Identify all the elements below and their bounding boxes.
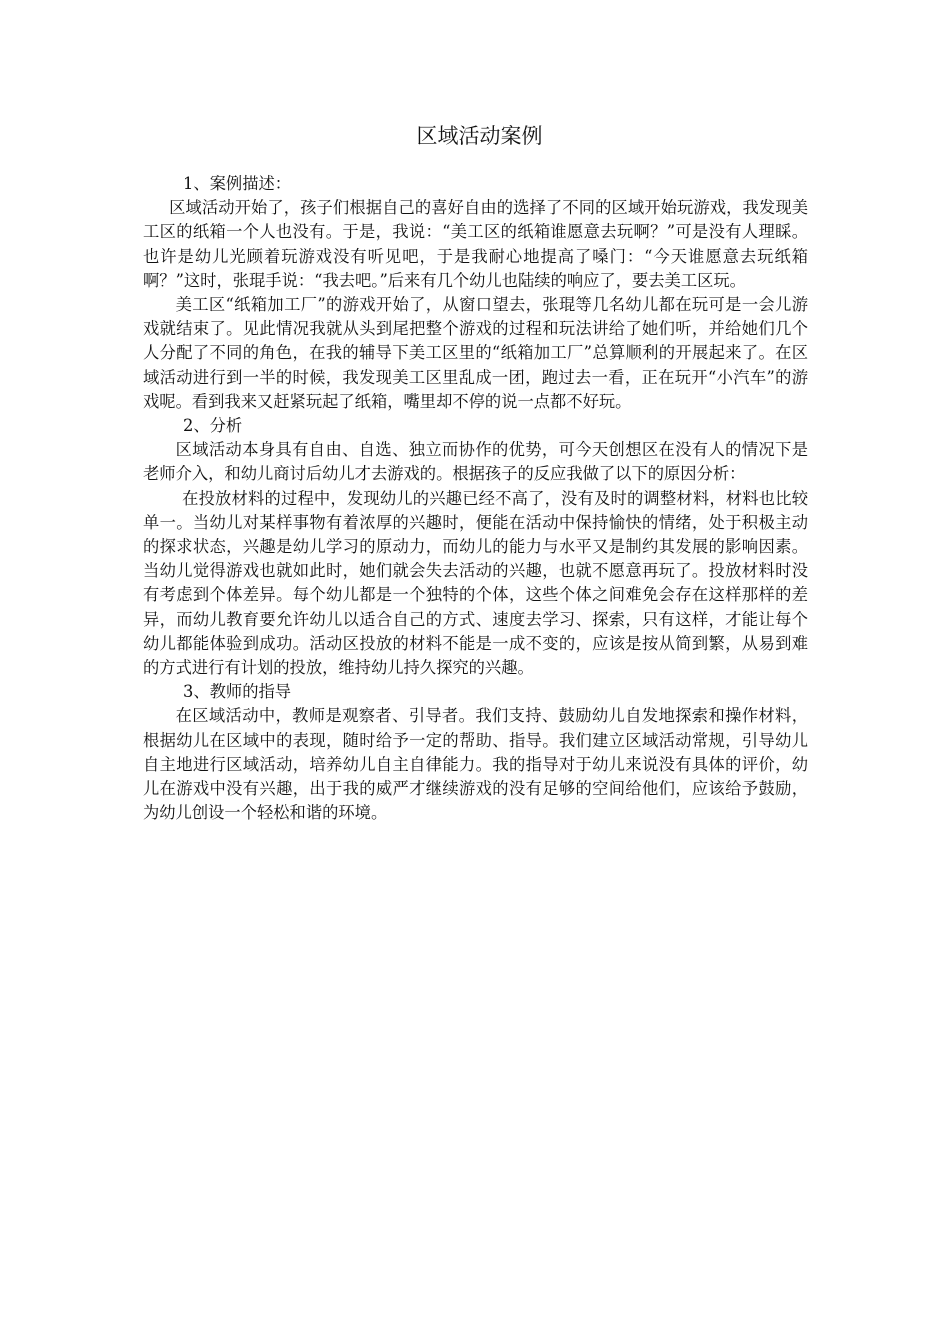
paragraph: 美工区“纸箱加工厂”的游戏开始了，从窗口望去，张琨等几名幼儿都在玩可是一会儿游戏就结束了。见此情况我就从头到尾把整个游戏的过程和玩法讲给了她们听，并给她们几个人分配了不同的角色，在我的辅导下美工区里的“纸箱加工厂”总算顺利的开展起来了。在区域活动进行到一半的时候，我发现美工区里乱成一团，跑过去一看，正在玩开“小汽车”的游戏呢。看到我来又赶紧玩起了纸箱，嘴里却不停的说一点都不好玩。 — [143, 295, 808, 411]
document-page — [143, 120, 808, 825]
section-case-description — [143, 172, 808, 414]
paragraph: 区域活动本身具有自由、自选、独立而协作的优势，可今天创想区在没有人的情况下是老师介入，和幼儿商讨后幼儿才去游戏的。根据孩子的反应我做了以下的原因分析： — [143, 440, 808, 484]
section-analysis — [143, 414, 808, 680]
paragraph: 区域活动开始了，孩子们根据自己的喜好自由的选择了不同的区域开始玩游戏，我发现美工区的纸箱一个人也没有。于是，我说：“美工区的纸箱谁愿意去玩啊？”可是没有人理睬。也许是幼儿光顾着玩游戏没有听见吧，于是我耐心地提高了嗓门：“今天谁愿意去玩纸箱啊？”这时，张琨手说：“我去吧。”后来有几个幼儿也陆续的响应了，要去美工区玩。 — [143, 198, 808, 290]
section-heading: 2、分析 — [183, 416, 243, 436]
section-teacher-guidance — [143, 680, 808, 825]
paragraph: 在区域活动中，教师是观察者、引导者。我们支持、鼓励幼儿自发地探索和操作材料，根据幼儿在区域中的表现，随时给予一定的帮助、指导。我们建立区域活动常规，引导幼儿自主地进行区域活动，培养幼儿自主自律能力。我的指导对于幼儿来说没有具体的评价，幼儿在游戏中没有兴趣，出于我的威严才继续游戏的没有足够的空间给他们，应该给予鼓励，为幼儿创设一个轻松和谐的环境。 — [143, 706, 808, 823]
section-heading: 1、案例描述： — [183, 174, 292, 193]
document-title: 区域活动案例 — [416, 124, 543, 148]
paragraph: 在投放材料的过程中，发现幼儿的兴趣已经不高了，没有及时的调整材料，材料也比较单一。当幼儿对某样事物有着浓厚的兴趣时，便能在活动中保持愉快的情绪，处于积极主动的探求状态，兴趣是幼儿学习的原动力，而幼儿的能力与水平又是制约其发展的影响因素。当幼儿觉得游戏也就如此时，她们就会失去活动的兴趣，也就不愿意再玩了。投放材料时没有考虑到个体差异。每个幼儿都是一个独特的个体，这些个体之间难免会存在这样那样的差异，而幼儿教育要允许幼儿以适合自己的方式、速度去学习、探索，只有这样，才能让每个幼儿都能体验到成功。活动区投放的材料不能是一成不变的，应该是按从简到繁，从易到难的方式进行有计划的投放，维持幼儿持久探究的兴趣。 — [143, 488, 808, 678]
section-heading: 3、教师的指导 — [183, 682, 292, 702]
